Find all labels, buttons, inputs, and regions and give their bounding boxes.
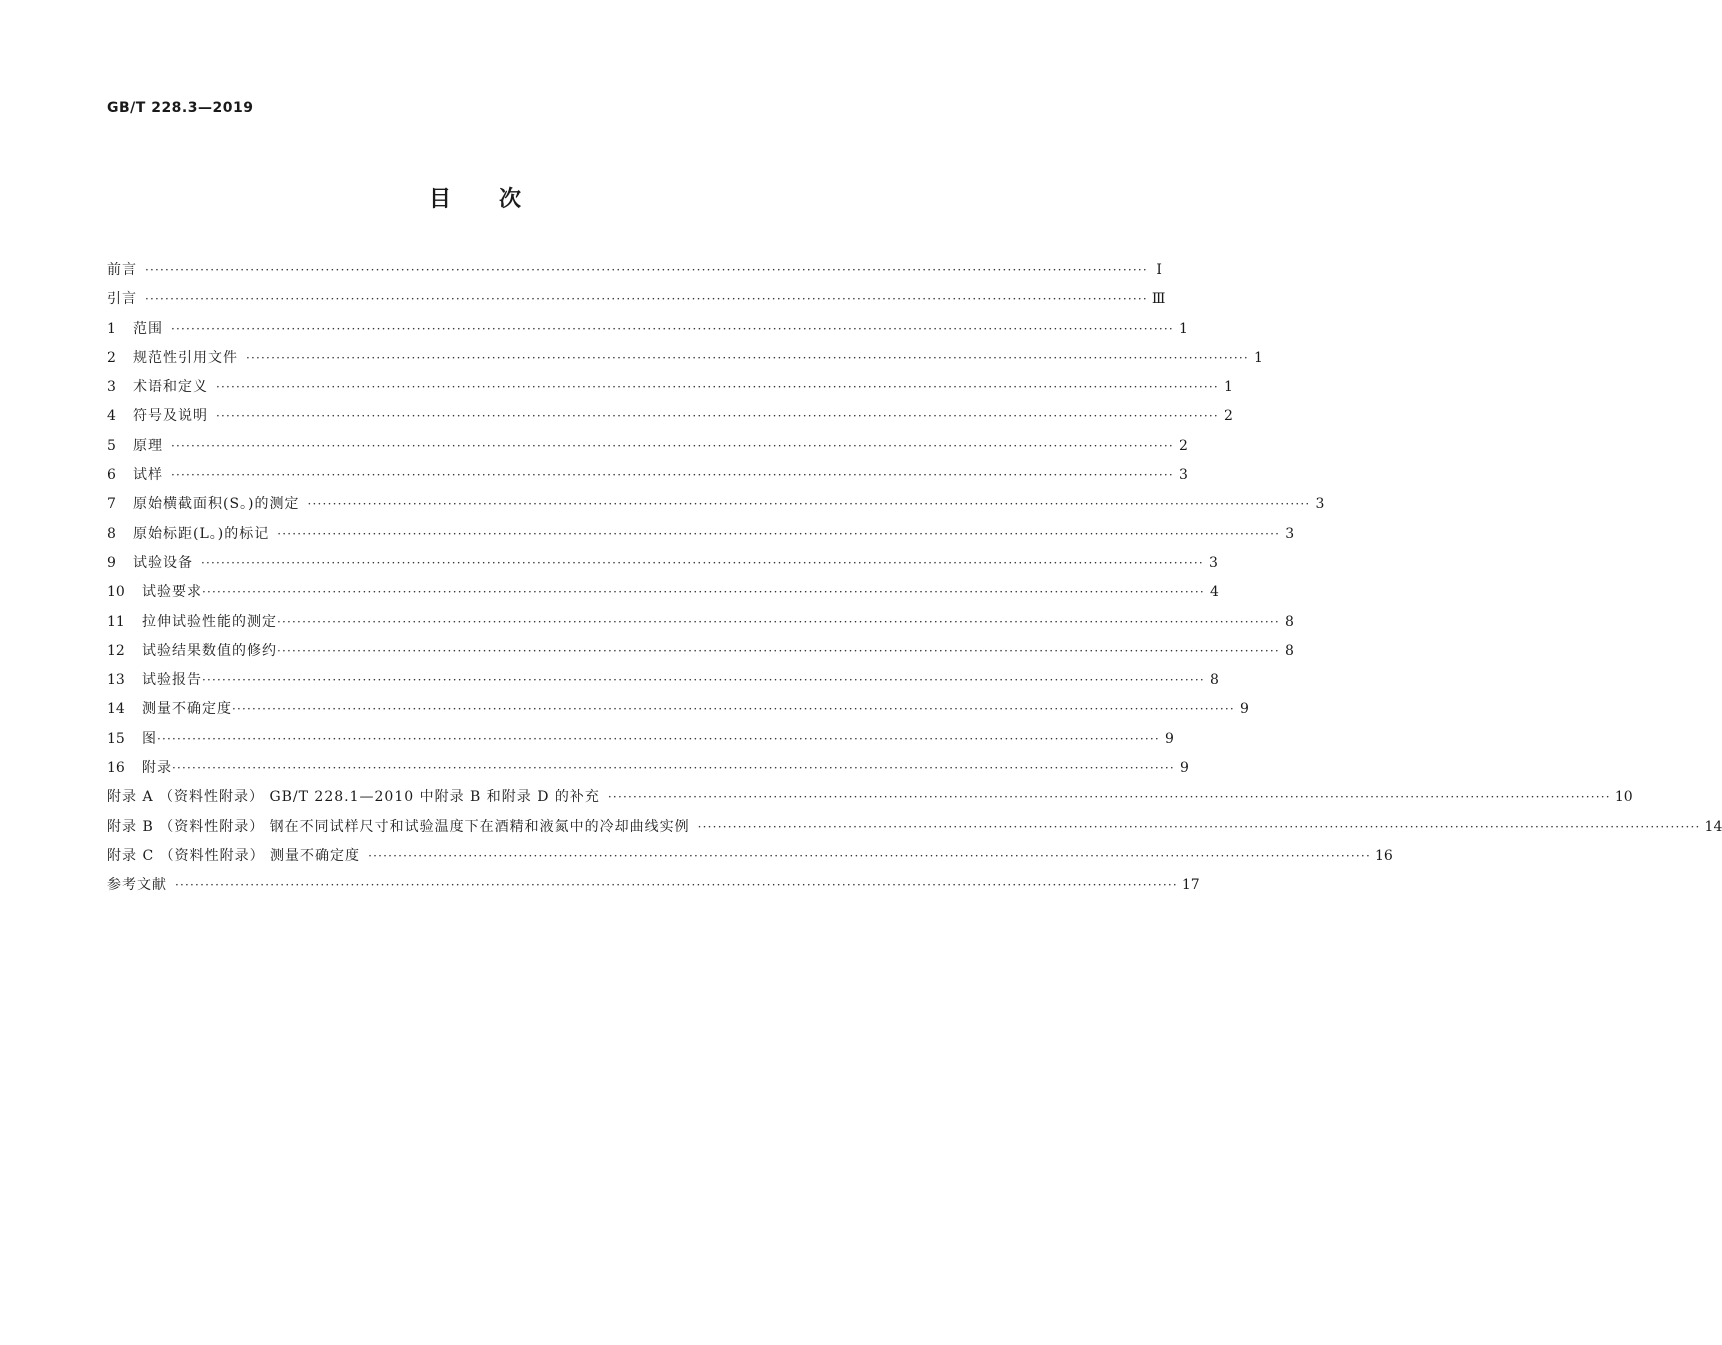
- toc-entry-page: 4: [1209, 584, 1219, 601]
- toc-entry-introduction[interactable]: [107, 287, 1166, 316]
- dot-leader: ········································································································································································································: [145, 292, 1148, 307]
- toc-entry-page: 3: [1208, 554, 1218, 571]
- toc-entry-label: 图: [142, 730, 157, 747]
- dot-leader: ········································································································································································································: [277, 614, 1280, 629]
- toc-entry-16[interactable]: [107, 756, 1189, 785]
- toc-entry-number: 1: [107, 320, 116, 337]
- dot-leader: ········································································································································································································: [277, 643, 1280, 658]
- toc-entry-number: 2: [107, 349, 116, 366]
- toc-entry-label: 前言: [107, 262, 137, 278]
- toc-entry-10[interactable]: [107, 580, 1219, 609]
- toc-entry-5[interactable]: [107, 434, 1188, 463]
- toc-entry-page: 1: [1253, 349, 1263, 366]
- toc-entry-label: 试验设备: [133, 554, 193, 571]
- toc-entry-label: 试验结果数值的修约: [142, 642, 277, 659]
- dot-leader: ········································································································································································································: [307, 497, 1311, 512]
- toc-entry-page: 9: [1164, 730, 1174, 747]
- toc-entry-9[interactable]: [107, 551, 1218, 580]
- toc-entry-8[interactable]: [107, 522, 1295, 551]
- toc-entry-number: 15: [107, 730, 125, 747]
- dot-leader: ········································································································································································································: [697, 819, 1701, 834]
- dot-leader: ········································································································································································································: [202, 673, 1205, 688]
- toc-entry-label: 术语和定义: [133, 379, 208, 396]
- dot-leader: ········································································································································································································: [175, 878, 1178, 893]
- toc-entry-page: 1: [1223, 379, 1233, 396]
- toc-entry-label: 范围: [133, 320, 163, 337]
- toc-entry-label: 原理: [133, 437, 163, 454]
- toc-entry-page: 1: [1178, 320, 1188, 337]
- toc-entry-label: 测量不确定度: [142, 701, 232, 718]
- toc-entry-label: 参考文献: [107, 877, 167, 894]
- toc-entry-label: 附录 B （资料性附录） 钢在不同试样尺寸和试验温度下在酒精和液氮中的冷却曲线实例: [107, 818, 690, 835]
- toc-entry-label: 引言: [107, 291, 137, 308]
- toc-entry-label: 符号及说明: [133, 408, 208, 425]
- toc-entry-number: 11: [107, 613, 125, 630]
- toc-entry-page: 17: [1181, 877, 1200, 894]
- toc-entry-page: 2: [1223, 408, 1233, 425]
- toc-entry-number: 16: [107, 760, 125, 777]
- toc-entry-number: 13: [107, 672, 125, 689]
- toc-entry-label: 试样: [133, 467, 163, 484]
- toc-entry-number: 8: [107, 525, 116, 542]
- toc-entry-page: 3: [1178, 467, 1188, 484]
- toc-entry-page: 3: [1285, 525, 1295, 542]
- toc-entry-4[interactable]: [107, 404, 1233, 433]
- toc-entry-page: Ⅰ: [1156, 262, 1162, 278]
- toc-entry-label: 规范性引用文件: [133, 349, 238, 366]
- toc-entry-annex-b[interactable]: [107, 815, 1722, 844]
- toc-entry-page: 8: [1284, 642, 1294, 659]
- toc-entry-label: 拉伸试验性能的测定: [142, 613, 277, 630]
- toc-entry-14[interactable]: [107, 697, 1249, 726]
- toc-entry-11[interactable]: [107, 610, 1294, 639]
- table-of-contents: [107, 258, 1722, 903]
- toc-entry-12[interactable]: [107, 639, 1294, 668]
- toc-entry-number: 3: [107, 379, 116, 396]
- toc-entry-15[interactable]: [107, 727, 1174, 756]
- toc-entry-page: 16: [1374, 847, 1393, 864]
- dot-leader: ········································································································································································································: [157, 731, 1160, 746]
- toc-entry-page: 8: [1284, 613, 1294, 630]
- dot-leader: ········································································································································································································: [232, 702, 1235, 717]
- dot-leader: ········································································································································································································: [171, 468, 1174, 483]
- toc-entry-6[interactable]: [107, 463, 1188, 492]
- dot-leader: ········································································································································································································: [216, 380, 1219, 395]
- dot-leader: ········································································································································································································: [171, 321, 1174, 336]
- dot-leader: ········································································································································································································: [201, 555, 1204, 570]
- toc-entry-page: 10: [1614, 789, 1633, 806]
- toc-entry-bibliography[interactable]: [107, 873, 1200, 902]
- toc-entry-page: 9: [1179, 760, 1189, 777]
- toc-entry-number: 6: [107, 467, 116, 484]
- toc-entry-label: 附录 A （资料性附录） GB/T 228.1—2010 中附录 B 和附录 D 的补充: [107, 789, 600, 806]
- toc-entry-7[interactable]: [107, 492, 1325, 521]
- toc-entry-page: 8: [1209, 672, 1219, 689]
- toc-entry-label: 附录 C （资料性附录） 测量不确定度: [107, 847, 361, 864]
- dot-leader: ········································································································································································································: [172, 761, 1175, 776]
- dot-leader: ········································································································································································································: [171, 438, 1174, 453]
- toc-entry-2[interactable]: [107, 346, 1263, 375]
- dot-leader: ········································································································································································································: [246, 350, 1249, 365]
- toc-entry-label: 附录: [142, 760, 172, 777]
- dot-leader: ········································································································································································································: [145, 263, 1148, 277]
- toc-entry-page: Ⅲ: [1151, 291, 1166, 308]
- dot-leader: ········································································································································································································: [202, 585, 1205, 600]
- dot-leader: ········································································································································································································: [277, 526, 1281, 541]
- toc-entry-number: 10: [107, 584, 125, 601]
- toc-entry-preface[interactable]: [107, 258, 1162, 287]
- page-title: 目次: [428, 187, 569, 212]
- dot-leader: ········································································································································································································: [607, 790, 1611, 805]
- toc-entry-number: 12: [107, 642, 125, 659]
- toc-entry-page: 9: [1239, 701, 1249, 718]
- dot-leader: ········································································································································································································: [368, 848, 1371, 863]
- toc-entry-page: 3: [1315, 496, 1325, 513]
- toc-entry-label: 试验报告: [142, 672, 202, 689]
- toc-entry-annex-c[interactable]: [107, 844, 1393, 873]
- toc-entry-number: 9: [107, 554, 116, 571]
- toc-entry-3[interactable]: [107, 375, 1233, 404]
- toc-entry-number: 5: [107, 437, 116, 454]
- toc-entry-number: 7: [107, 496, 116, 513]
- toc-entry-1[interactable]: [107, 317, 1188, 346]
- dot-leader: ········································································································································································································: [216, 409, 1219, 424]
- toc-entry-13[interactable]: [107, 668, 1219, 697]
- toc-entry-annex-a[interactable]: [107, 785, 1633, 814]
- toc-entry-page: 14: [1704, 818, 1722, 835]
- toc-entry-label: 试验要求: [142, 584, 202, 601]
- toc-entry-number: 4: [107, 408, 116, 425]
- toc-entry-label: 原始横截面积(S。)的测定: [133, 496, 300, 513]
- toc-entry-label: 原始标距(L。)的标记: [133, 525, 270, 542]
- document-code: GB/T 228.3—2019: [107, 100, 254, 116]
- toc-entry-page: 2: [1178, 437, 1188, 454]
- toc-entry-number: 14: [107, 701, 125, 718]
